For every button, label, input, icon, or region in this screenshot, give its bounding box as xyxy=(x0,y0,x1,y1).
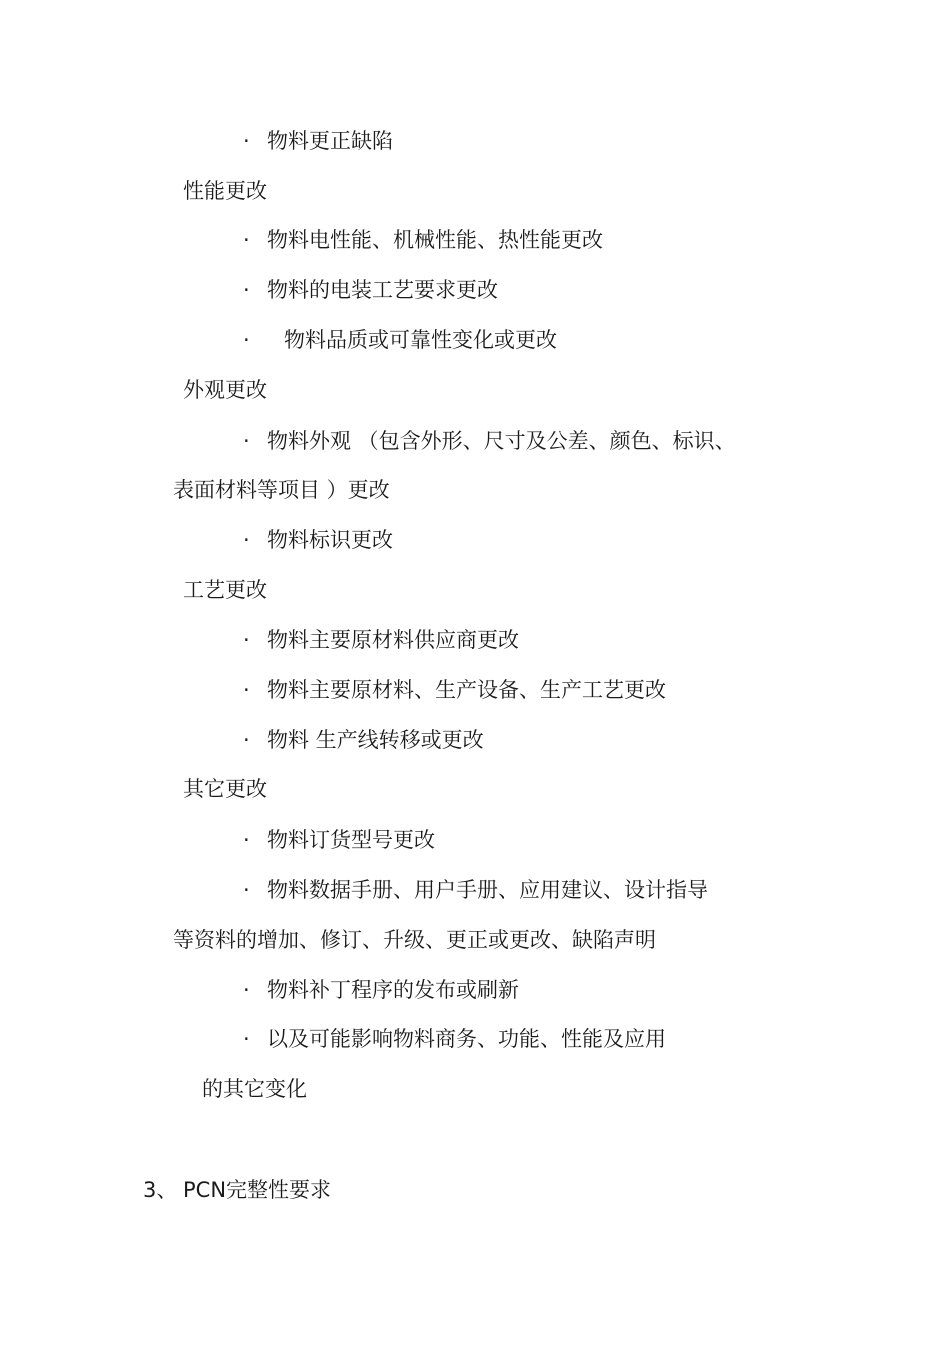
bullet-icon: · xyxy=(243,678,250,702)
section-number: 3、 xyxy=(143,1178,178,1202)
bullet-icon: · xyxy=(243,129,250,153)
list-item-continuation: 的其它变化 xyxy=(202,1077,307,1101)
list-item: 物料补丁程序的发布或刷新 xyxy=(267,978,519,1002)
list-item: 物料订货型号更改 xyxy=(267,828,435,852)
list-item: 物料品质或可靠性变化或更改 xyxy=(284,328,557,352)
bullet-icon: · xyxy=(243,828,250,852)
list-item: 物料标识更改 xyxy=(267,528,393,552)
section-heading: 外观更改 xyxy=(183,378,267,402)
list-item: 以及可能影响物料商务、功能、性能及应用 xyxy=(267,1027,666,1051)
bullet-icon: · xyxy=(243,978,250,1002)
bullet-icon: · xyxy=(243,278,250,302)
bullet-icon: · xyxy=(243,728,250,752)
bullet-icon: · xyxy=(243,628,250,652)
list-item: 物料主要原材料、生产设备、生产工艺更改 xyxy=(267,678,666,702)
list-item: 物料电性能、机械性能、热性能更改 xyxy=(267,228,603,252)
bullet-icon: · xyxy=(243,878,250,902)
bullet-icon: · xyxy=(243,1027,250,1051)
list-item: 物料的电装工艺要求更改 xyxy=(267,278,498,302)
section-heading: 其它更改 xyxy=(183,777,267,801)
list-item-continuation: 等资料的增加、修订、升级、更正或更改、缺陷声明 xyxy=(173,928,656,952)
bullet-icon: · xyxy=(243,429,250,453)
bullet-icon: · xyxy=(243,228,250,252)
section-heading: 工艺更改 xyxy=(183,578,267,602)
bullet-icon: · xyxy=(243,328,250,352)
list-item: 物料外观 （包含外形、尺寸及公差、颜色、标识、 xyxy=(267,429,736,453)
section-heading: 性能更改 xyxy=(183,179,267,203)
section-title: PCN完整性要求 xyxy=(183,1178,332,1202)
list-item: 物料主要原材料供应商更改 xyxy=(267,628,519,652)
list-item: 物料 生产线转移或更改 xyxy=(267,728,484,752)
list-item: 物料数据手册、用户手册、应用建议、设计指导 xyxy=(267,878,708,902)
list-item: 物料更正缺陷 xyxy=(267,129,393,153)
bullet-icon: · xyxy=(243,528,250,552)
list-item-continuation: 表面材料等项目 ）更改 xyxy=(173,478,390,502)
